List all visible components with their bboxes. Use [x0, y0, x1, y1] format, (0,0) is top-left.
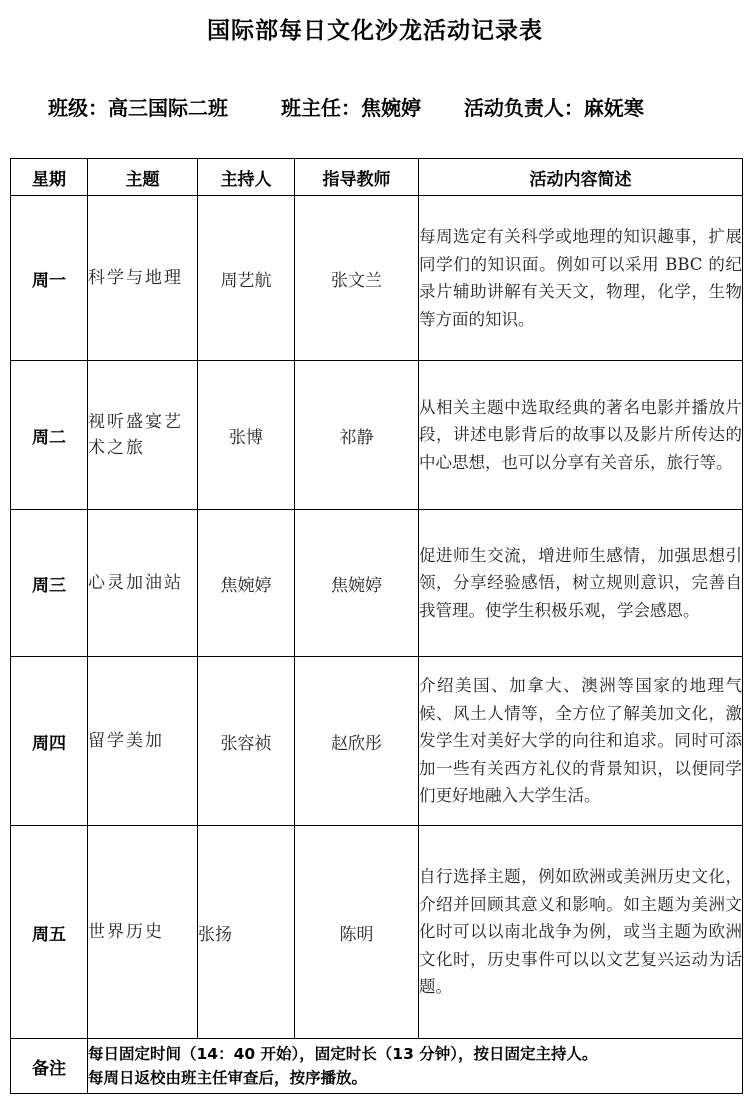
row-host: 周艺航 [198, 196, 295, 361]
row-host: 张扬 [198, 826, 295, 1039]
row-host: 张博 [198, 361, 295, 510]
row-day: 周五 [11, 826, 88, 1039]
row-content: 促进师生交流，增进师生感情，加强思想引领，分享经验感悟，树立规则意识，完善自我管理。使学生积极乐观，学会感恩。 [419, 510, 743, 657]
page-title: 国际部每日文化沙龙活动记录表 [207, 18, 543, 44]
class-info-line [48, 92, 644, 121]
note-content [88, 1039, 743, 1094]
row-topic: 世界历史 [88, 826, 198, 1039]
table-row [11, 510, 743, 657]
row-mentor: 焦婉婷 [295, 510, 419, 657]
header-content: 活动内容简述 [419, 159, 743, 196]
row-topic: 科学与地理 [88, 196, 198, 361]
note-row [11, 1039, 743, 1094]
row-content: 自行选择主题，例如欧洲或美洲历史文化，介绍并回顾其意义和影响。如主题为美洲文化时可以以南北战争为例，或当主题为欧洲文化时，历史事件可以以文艺复兴运动为话题。 [419, 826, 743, 1039]
header-mentor: 指导教师 [295, 159, 419, 196]
header-host: 主持人 [198, 159, 295, 196]
row-day: 周二 [11, 361, 88, 510]
row-day: 周一 [11, 196, 88, 361]
activity-leader: 活动负责人：麻妩寒 [463, 96, 644, 120]
head-teacher: 班主任：焦婉婷 [280, 96, 421, 120]
header-topic: 主题 [88, 159, 198, 196]
row-day: 周三 [11, 510, 88, 657]
note-line-1: 每日固定时间（14：40 开始），固定时长（13 分钟），按日固定主持人。 [88, 1045, 598, 1063]
row-topic: 心灵加油站 [88, 510, 198, 657]
table-row [11, 196, 743, 361]
row-host: 焦婉婷 [198, 510, 295, 657]
table-row [11, 361, 743, 510]
activity-record-table [10, 158, 743, 1094]
row-content: 介绍美国、加拿大、澳洲等国家的地理气候、风土人情等，全方位了解美加文化，激发学生对美好大学的向往和追求。同时可添加一些有关西方礼仪的背景知识，以便同学们更好地融入大学生活。 [419, 657, 743, 826]
row-mentor: 陈明 [295, 826, 419, 1039]
note-label: 备注 [11, 1039, 88, 1094]
row-host: 张容祯 [198, 657, 295, 826]
row-topic: 视听盛宴艺术之旅 [88, 361, 198, 510]
row-topic: 留学美加 [88, 657, 198, 826]
row-content: 每周选定有关科学或地理的知识趣事，扩展同学们的知识面。例如可以采用 BBC 的纪录片辅助讲解有关天文，物理，化学，生物等方面的知识。 [419, 196, 743, 361]
note-line-2: 每周日返校由班主任审查后，按序播放。 [88, 1069, 368, 1087]
row-mentor: 赵欣彤 [295, 657, 419, 826]
table-row [11, 826, 743, 1039]
row-content: 从相关主题中选取经典的著名电影并播放片段，讲述电影背后的故事以及影片所传达的中心思想，也可以分享有关音乐，旅行等。 [419, 361, 743, 510]
header-day: 星期 [11, 159, 88, 196]
row-mentor: 祁静 [295, 361, 419, 510]
class-name: 班级：高三国际二班 [48, 96, 228, 120]
table-row [11, 657, 743, 826]
row-mentor: 张文兰 [295, 196, 419, 361]
table-header-row [11, 159, 743, 196]
row-day: 周四 [11, 657, 88, 826]
